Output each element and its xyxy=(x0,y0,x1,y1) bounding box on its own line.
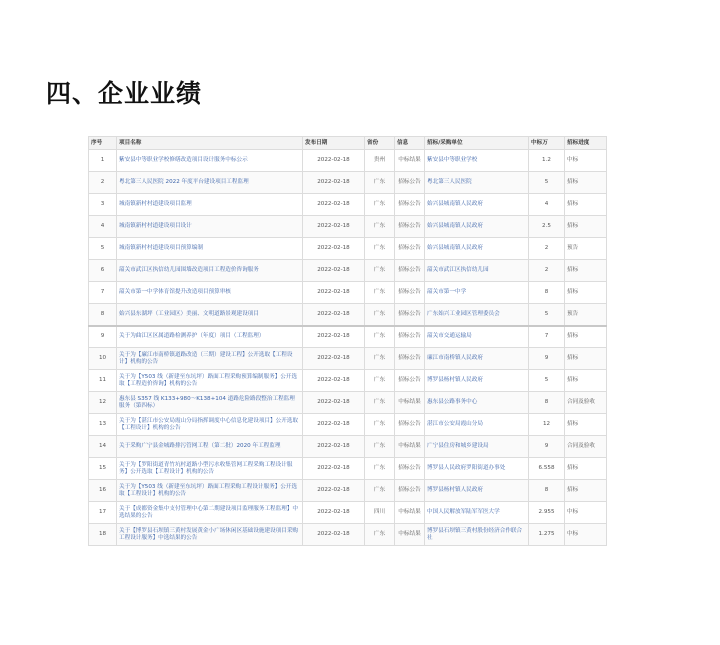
cell-date: 2022-02-18 xyxy=(303,524,365,546)
cell-unit: 广东始兴工业园区管理委员会 xyxy=(425,304,529,326)
cell-amount: 1.275 xyxy=(529,524,565,546)
cell-date: 2022-02-18 xyxy=(303,150,365,172)
header-no: 序号 xyxy=(89,137,117,150)
section-title: 四、企业业绩 xyxy=(46,79,203,108)
cell-amount: 2.5 xyxy=(529,216,565,238)
cell-unit: 广宁县住房和城乡建设局 xyxy=(425,436,529,458)
cell-amount: 2 xyxy=(529,238,565,260)
cell-stage: 合同及验收 xyxy=(565,436,607,458)
cell-no: 3 xyxy=(89,194,117,216)
table-row xyxy=(89,370,607,392)
cell-date: 2022-02-18 xyxy=(303,414,365,436)
cell-type: 招标公告 xyxy=(395,414,425,436)
cell-unit: 廉江市南桥镇人民政府 xyxy=(425,348,529,370)
cell-name: 紫安县中等职业学校修缮改造项目设计服务中标公示 xyxy=(117,150,303,172)
cell-type: 招标公告 xyxy=(395,458,425,480)
cell-no: 15 xyxy=(89,458,117,480)
cell-stage: 合同及验收 xyxy=(565,392,607,414)
cell-date: 2022-02-18 xyxy=(303,458,365,480)
cell-type: 中标结果 xyxy=(395,502,425,524)
cell-unit: 博罗县石坝镇三黄村股份经济合作联合社 xyxy=(425,524,529,546)
header-unit: 招标/采购单位 xyxy=(425,137,529,150)
cell-type: 中标结果 xyxy=(395,524,425,546)
cell-province: 广东 xyxy=(365,458,395,480)
cell-type: 招标公告 xyxy=(395,326,425,348)
cell-province: 广东 xyxy=(365,370,395,392)
cell-stage: 中标 xyxy=(565,150,607,172)
cell-no: 10 xyxy=(89,348,117,370)
cell-amount: 7 xyxy=(529,326,565,348)
cell-amount: 9 xyxy=(529,348,565,370)
cell-stage: 预告 xyxy=(565,304,607,326)
cell-type: 招标公告 xyxy=(395,238,425,260)
table-row xyxy=(89,194,607,216)
cell-stage: 招标 xyxy=(565,216,607,238)
cell-name: 关于为【Y503 线（新建至东坑坪）路面工程采购工程设计服务】公开选取【工程设计】机构的公告 xyxy=(117,480,303,502)
cell-unit: 惠东县公路事务中心 xyxy=(425,392,529,414)
table-header-row xyxy=(89,137,607,150)
cell-date: 2022-02-18 xyxy=(303,304,365,326)
cell-no: 6 xyxy=(89,260,117,282)
cell-no: 17 xyxy=(89,502,117,524)
cell-type: 招标公告 xyxy=(395,282,425,304)
table-row xyxy=(89,326,607,348)
cell-no: 16 xyxy=(89,480,117,502)
cell-no: 12 xyxy=(89,392,117,414)
cell-stage: 招标 xyxy=(565,414,607,436)
cell-amount: 5 xyxy=(529,304,565,326)
cell-no: 5 xyxy=(89,238,117,260)
cell-unit: 始兴县城南镇人民政府 xyxy=(425,194,529,216)
cell-province: 广东 xyxy=(365,348,395,370)
header-type: 信息 xyxy=(395,137,425,150)
cell-stage: 招标 xyxy=(565,282,607,304)
cell-stage: 预告 xyxy=(565,238,607,260)
cell-date: 2022-02-18 xyxy=(303,172,365,194)
cell-stage: 招标 xyxy=(565,194,607,216)
cell-amount: 5 xyxy=(529,370,565,392)
cell-type: 中标结果 xyxy=(395,436,425,458)
cell-no: 2 xyxy=(89,172,117,194)
cell-amount: 4 xyxy=(529,194,565,216)
header-amount: 中标万 xyxy=(529,137,565,150)
cell-no: 9 xyxy=(89,326,117,348)
cell-no: 13 xyxy=(89,414,117,436)
cell-stage: 招标 xyxy=(565,326,607,348)
cell-name: 粤北第三人民医院 2022 年度平台建设项目工程监理 xyxy=(117,172,303,194)
cell-unit: 博罗县杨村镇人民政府 xyxy=(425,480,529,502)
cell-date: 2022-02-18 xyxy=(303,282,365,304)
cell-amount: 5 xyxy=(529,172,565,194)
table-row xyxy=(89,238,607,260)
cell-date: 2022-02-18 xyxy=(303,348,365,370)
cell-stage: 招标 xyxy=(565,480,607,502)
cell-type: 招标公告 xyxy=(395,304,425,326)
cell-amount: 2.955 xyxy=(529,502,565,524)
cell-name: 惠东县 S357 线 K133+980～K138+104 道路危险路段整治工程监理服务（第四标） xyxy=(117,392,303,414)
cell-no: 18 xyxy=(89,524,117,546)
cell-no: 8 xyxy=(89,304,117,326)
performance-table xyxy=(88,136,606,546)
cell-type: 招标公告 xyxy=(395,480,425,502)
table-row xyxy=(89,480,607,502)
cell-amount: 8 xyxy=(529,480,565,502)
cell-unit: 中国人民解放军陆军军医大学 xyxy=(425,502,529,524)
table-row xyxy=(89,282,607,304)
cell-type: 中标结果 xyxy=(395,392,425,414)
cell-name: 关于为【Y503 线（新建至东坑坪）路面工程采购预算编制服务】公开选取【工程造价咨询】机构的公告 xyxy=(117,370,303,392)
header-date: 发布日期 xyxy=(303,137,365,150)
table-row xyxy=(89,150,607,172)
cell-name: 城南镇新村村道建设项目监理 xyxy=(117,194,303,216)
table-row xyxy=(89,172,607,194)
cell-stage: 招标 xyxy=(565,370,607,392)
table-row xyxy=(89,458,607,480)
cell-type: 招标公告 xyxy=(395,216,425,238)
cell-unit: 紫安县中等职业学校 xyxy=(425,150,529,172)
cell-amount: 1.2 xyxy=(529,150,565,172)
cell-date: 2022-02-18 xyxy=(303,392,365,414)
cell-unit: 湛江市公安局霞山分局 xyxy=(425,414,529,436)
cell-date: 2022-02-18 xyxy=(303,370,365,392)
cell-province: 广东 xyxy=(365,436,395,458)
cell-name: 关于为曲江区区属道路检测养护（年度）项目（工程监理） xyxy=(117,326,303,348)
cell-date: 2022-02-18 xyxy=(303,326,365,348)
cell-amount: 2 xyxy=(529,260,565,282)
cell-date: 2022-02-18 xyxy=(303,260,365,282)
cell-no: 14 xyxy=(89,436,117,458)
cell-stage: 中标 xyxy=(565,524,607,546)
cell-name: 关于为【廉江市南桥镇道路改造（三期）建设工程】公开选取【工程设计】机构的公告 xyxy=(117,348,303,370)
cell-province: 广东 xyxy=(365,414,395,436)
table-row xyxy=(89,524,607,546)
cell-stage: 招标 xyxy=(565,172,607,194)
cell-name: 关于为【罗阳街道青竹坑村道路小型污水收集管网工程采购工程设计服务】公开选取【工程设计】机构的公告 xyxy=(117,458,303,480)
cell-province: 广东 xyxy=(365,480,395,502)
table-row xyxy=(89,216,607,238)
cell-unit: 粤北第三人民医院 xyxy=(425,172,529,194)
cell-type: 招标公告 xyxy=(395,260,425,282)
cell-name: 城南镇新村村道建设项目预算编制 xyxy=(117,238,303,260)
cell-type: 中标结果 xyxy=(395,150,425,172)
table-row xyxy=(89,392,607,414)
header-province: 省份 xyxy=(365,137,395,150)
cell-stage: 招标 xyxy=(565,458,607,480)
cell-no: 4 xyxy=(89,216,117,238)
table-row xyxy=(89,260,607,282)
table-row xyxy=(89,436,607,458)
cell-stage: 中标 xyxy=(565,502,607,524)
cell-date: 2022-02-18 xyxy=(303,238,365,260)
cell-province: 广东 xyxy=(365,238,395,260)
cell-name: 关于【博罗县石坝镇三黄村发展黄金小广场休闲区基础设施建设项目采购工程设计服务】中选结果的公告 xyxy=(117,524,303,546)
cell-province: 四川 xyxy=(365,502,395,524)
cell-stage: 招标 xyxy=(565,348,607,370)
cell-name: 城南镇新村村道建设项目设计 xyxy=(117,216,303,238)
cell-amount: 8 xyxy=(529,392,565,414)
cell-unit: 韶关市第一中学 xyxy=(425,282,529,304)
cell-unit: 博罗县人民政府罗阳街道办事处 xyxy=(425,458,529,480)
cell-name: 韶关市武江区执信幼儿园围墙改造项目工程造价咨询服务 xyxy=(117,260,303,282)
cell-stage: 招标 xyxy=(565,260,607,282)
cell-type: 招标公告 xyxy=(395,172,425,194)
cell-province: 贵州 xyxy=(365,150,395,172)
cell-type: 招标公告 xyxy=(395,370,425,392)
cell-name: 关于为【湛江市公安局霞山分局指挥调度中心信息化建设项目】公开选取【工程设计】机构的公告 xyxy=(117,414,303,436)
cell-date: 2022-02-18 xyxy=(303,194,365,216)
cell-no: 7 xyxy=(89,282,117,304)
cell-amount: 9 xyxy=(529,436,565,458)
cell-unit: 韶关市交通运输局 xyxy=(425,326,529,348)
table-row xyxy=(89,502,607,524)
cell-unit: 始兴县城南镇人民政府 xyxy=(425,216,529,238)
cell-name: 韶关市第一中学体育馆提升改造项目预算审核 xyxy=(117,282,303,304)
table-row xyxy=(89,348,607,370)
cell-province: 广东 xyxy=(365,282,395,304)
cell-type: 招标公告 xyxy=(395,348,425,370)
cell-province: 广东 xyxy=(365,304,395,326)
cell-unit: 始兴县城南镇人民政府 xyxy=(425,238,529,260)
cell-amount: 6.558 xyxy=(529,458,565,480)
cell-type: 招标公告 xyxy=(395,194,425,216)
cell-no: 11 xyxy=(89,370,117,392)
cell-name: 关于【成都资金集中支付管理中心第二期建设项目监理服务工程监理】中选结果的公告 xyxy=(117,502,303,524)
cell-province: 广东 xyxy=(365,392,395,414)
cell-name: 关于采购广宁县金城路排污管网工程（第二批）2020 年工程监理 xyxy=(117,436,303,458)
cell-province: 广东 xyxy=(365,216,395,238)
cell-province: 广东 xyxy=(365,172,395,194)
cell-province: 广东 xyxy=(365,326,395,348)
cell-province: 广东 xyxy=(365,194,395,216)
cell-amount: 8 xyxy=(529,282,565,304)
cell-no: 1 xyxy=(89,150,117,172)
header-name: 项目名称 xyxy=(117,137,303,150)
cell-amount: 12 xyxy=(529,414,565,436)
cell-date: 2022-02-18 xyxy=(303,480,365,502)
cell-date: 2022-02-18 xyxy=(303,502,365,524)
cell-name: 始兴县东湖坪（工业园区）美丽、文明道路景观建设项目 xyxy=(117,304,303,326)
cell-unit: 韶关市武江区执信幼儿园 xyxy=(425,260,529,282)
cell-province: 广东 xyxy=(365,524,395,546)
table-row xyxy=(89,304,607,326)
cell-date: 2022-02-18 xyxy=(303,436,365,458)
cell-date: 2022-02-18 xyxy=(303,216,365,238)
header-stage: 招标进度 xyxy=(565,137,607,150)
table-row xyxy=(89,414,607,436)
cell-unit: 博罗县杨村镇人民政府 xyxy=(425,370,529,392)
cell-province: 广东 xyxy=(365,260,395,282)
